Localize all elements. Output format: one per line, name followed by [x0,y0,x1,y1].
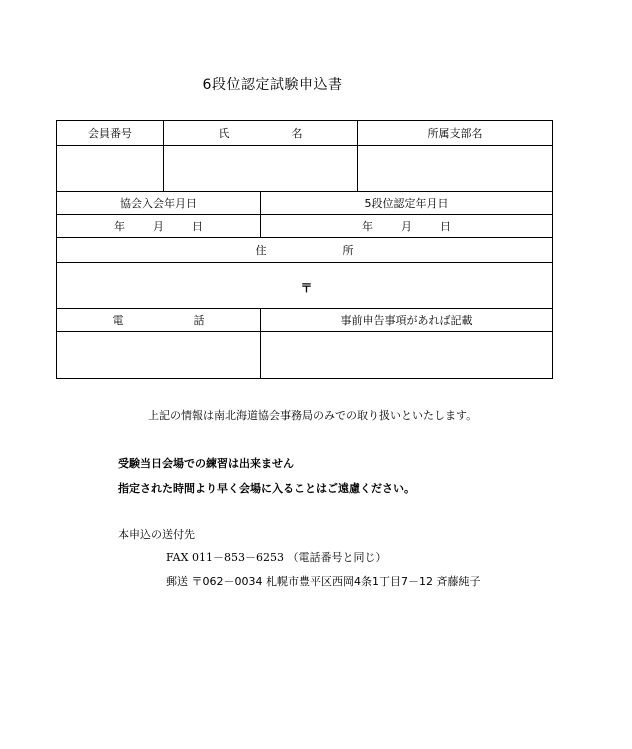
fax-number: 011－853－6253 [191,551,284,564]
no-early-entry-note: 指定された時間より早く会場に入ることはご遠慮ください。 [118,482,415,495]
name-header-part2: 名 [291,127,303,140]
dan5-month-label: 月 [401,220,412,233]
phone-header-part1: 電 [112,314,124,327]
page-title: 6段位認定試験申込書 [202,77,343,93]
fax-label: FAX [166,551,189,564]
member-number-field[interactable] [57,146,164,192]
phone-header [57,309,261,332]
branch-header: 所属支部名 [358,121,553,146]
phone-field[interactable] [57,332,261,379]
dan5-date-field[interactable] [261,215,553,238]
prior-notice-field[interactable] [261,332,553,379]
address-field[interactable] [57,263,553,309]
no-practice-note: 受験当日会場での練習は出来ません [118,457,294,470]
branch-field[interactable] [358,146,553,192]
postal-mark: 〒 [300,280,313,295]
address-header [57,238,553,263]
mail-postal: 〒062－0034 [191,575,263,588]
name-header-part1: 氏 [218,127,230,140]
address-header-part1: 住 [255,244,267,257]
fax-note: （電話番号と同じ） [287,551,387,564]
join-date-field[interactable] [57,215,261,238]
member-number-header: 会員番号 [57,121,164,146]
prior-notice-header: 事前申告事項があれば記載 [261,309,553,332]
mail-name: 斉藤純子 [436,575,481,588]
dan5-day-label: 日 [440,220,451,233]
phone-header-part2: 話 [193,314,205,327]
name-field[interactable] [164,146,358,192]
dan5-date-header: 5段位認定年月日 [261,192,553,215]
name-header [164,121,358,146]
mail-line [166,573,481,589]
join-day-label: 日 [192,220,203,233]
fax-line [166,549,386,565]
dan5-year-label: 年 [362,220,373,233]
application-form-table [56,120,553,379]
mail-address: 札幌市豊平区西岡4条1丁目7－12 [266,575,433,588]
address-header-part2: 所 [342,244,354,257]
send-to-label: 本申込の送付先 [118,528,195,541]
join-year-label: 年 [114,220,125,233]
join-month-label: 月 [153,220,164,233]
mail-label: 郵送 [166,575,188,588]
privacy-note: 上記の情報は南北海道協会事務局のみでの取り扱いといたします。 [148,409,478,422]
join-date-header: 協会入会年月日 [57,192,261,215]
